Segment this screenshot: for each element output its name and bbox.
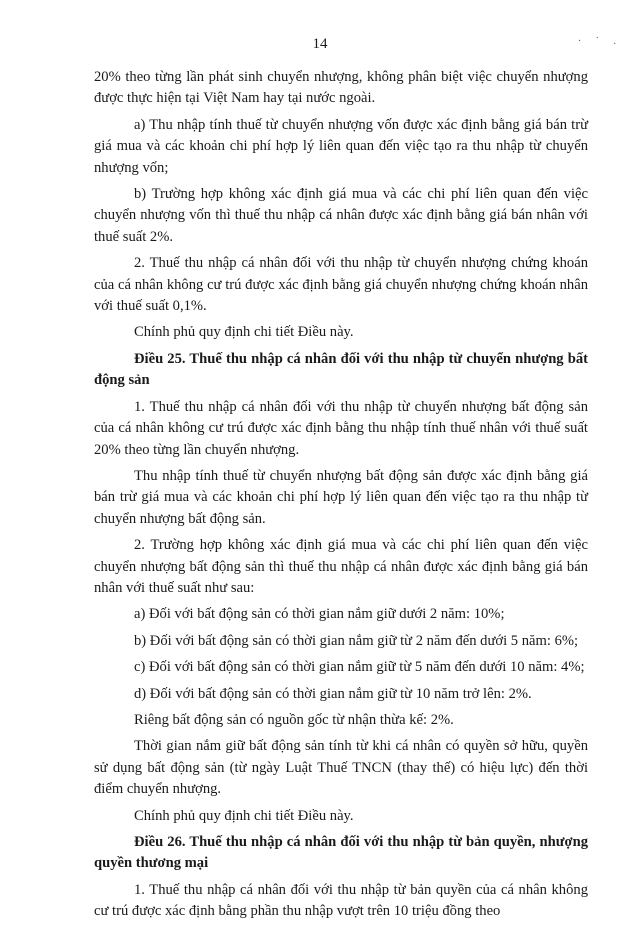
paragraph: Riêng bất động sản có nguồn gốc từ nhận thừa kế: 2%. [134,711,454,728]
paragraph: Chính phủ quy định chi tiết Điều này. [134,807,354,824]
paragraph: c) Đối với bất động sản có thời gian nắm giữ từ 5 năm đến dưới 10 năm: 4%; [134,659,585,676]
article-heading: Điều 25. Thuế thu nhập cá nhân đối với thu nhập từ chuyển nhượng bất động sản [94,350,588,389]
paragraph: Chính phủ quy định chi tiết Điều này. [134,324,354,341]
paragraph: 1. Thuế thu nhập cá nhân đối với thu nhập từ chuyển nhượng bất động sản của cá nhân không cư trú được xác định bằng thu nhập tính thuế nhân với thuế suất 20% theo từng lần chuyển nhượng. [94,398,588,458]
paragraph: b) Trường hợp không xác định giá mua và các chi phí liên quan đến việc chuyển nhượng vốn thì thuế thu nhập cá nhân được xác định bằng giá bán nhân với thuế suất 2%. [94,186,588,245]
paragraph: Thời gian nắm giữ bất động sản tính từ khi cá nhân có quyền sở hữu, quyền sử dụng bất động sản (từ ngày Luật Thuế TNCN (thay thế) có hiệu lực) đến thời điểm chuyển nhượng. [94,738,588,798]
paragraph: Thu nhập tính thuế từ chuyển nhượng bất động sản được xác định bằng giá bán trừ giá mua và các khoản chi phí hợp lý liên quan đến việc tạo ra thu nhập từ chuyển nhượng bất động sản. [94,467,588,527]
paragraph: 1. Thuế thu nhập cá nhân đối với thu nhập từ bản quyền của cá nhân không cư trú được xác định bằng phần thu nhập vượt trên 10 triệu đồng theo [94,881,588,920]
paragraph: b) Đối với bất động sản có thời gian nắm giữ từ 2 năm đến dưới 5 năm: 6%; [134,632,579,649]
paragraph: d) Đối với bất động sản có thời gian nắm giữ từ 10 năm trở lên: 2%. [134,685,532,702]
scan-specks: · ˙ . [577,36,622,47]
article-heading: Điều 26. Thuế thu nhập cá nhân đối với thu nhập từ bản quyền, nhượng quyền thương mại [94,834,588,872]
paragraph: 20% theo từng lần phát sinh chuyển nhượng, không phân biệt việc chuyển nhượng được thực hiện tại Việt Nam hay tại nước ngoài. [94,69,588,107]
document-body [94,67,588,928]
paragraph: a) Đối với bất động sản có thời gian nắm giữ dưới 2 năm: 10%; [134,606,505,623]
paragraph: a) Thu nhập tính thuế từ chuyển nhượng vốn được xác định bằng giá bán trừ giá mua và các khoản chi phí hợp lý liên quan đến việc tạo ra thu nhập từ chuyển nhượng vốn; [94,116,588,176]
page-number: 14 [312,36,328,52]
paragraph: 2. Trường hợp không xác định giá mua và các chi phí liên quan đến việc chuyển nhượng bất động sản thì thuế thu nhập cá nhân được xác định bằng giá bán nhân với thuế suất như sau: [94,537,588,596]
paragraph: 2. Thuế thu nhập cá nhân đối với thu nhập từ chuyển nhượng chứng khoán của cá nhân không cư trú được xác định bằng giá chuyển nhượng chứng khoán nhân với thuế suất 0,1%. [94,255,588,315]
